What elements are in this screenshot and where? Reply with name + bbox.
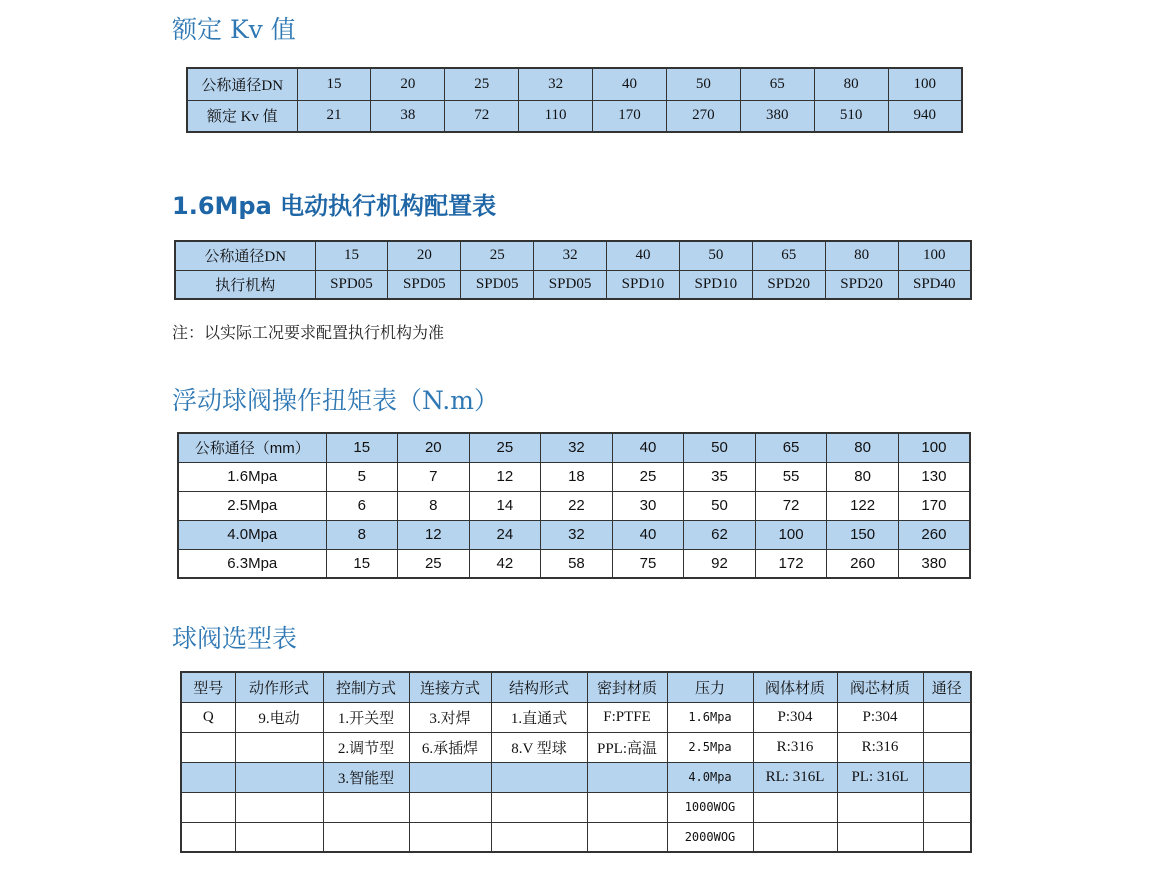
kv-header-row: [187, 68, 962, 100]
selection-cell: [181, 732, 235, 762]
selection-cell: PL: 316L: [837, 762, 923, 792]
selection-cell: [923, 762, 971, 792]
selection-row: [181, 762, 971, 792]
selection-cell: [753, 792, 837, 822]
kv-header-cell: 100: [888, 68, 962, 100]
actuator-cell: SPD10: [679, 270, 752, 299]
selection-cell: 6.承插焊: [409, 732, 491, 762]
torque-row: [178, 549, 970, 578]
selection-row: [181, 702, 971, 732]
selection-cell: [491, 792, 587, 822]
selection-cell: 1000WOG: [667, 792, 753, 822]
actuator-cell: 执行机构: [175, 270, 315, 299]
selection-cell: [323, 822, 409, 852]
selection-row: [181, 792, 971, 822]
kv-cell: 270: [666, 100, 740, 132]
kv-cell: 940: [888, 100, 962, 132]
selection-cell: 1.6Mpa: [667, 702, 753, 732]
kv-title: 额定 Kv 值: [172, 15, 296, 44]
kv-cell: 510: [814, 100, 888, 132]
torque-cell: 260: [827, 549, 899, 578]
kv-table: [186, 67, 963, 133]
selection-cell: [837, 792, 923, 822]
actuator-table: [174, 240, 972, 300]
torque-cell: 14: [469, 491, 541, 520]
torque-header-cell: 15: [326, 433, 398, 462]
torque-row: [178, 491, 970, 520]
torque-cell: 6: [326, 491, 398, 520]
selection-cell: [181, 792, 235, 822]
selection-cell: P:304: [753, 702, 837, 732]
torque-cell: 40: [612, 520, 684, 549]
selection-cell: [409, 762, 491, 792]
actuator-cell: SPD10: [607, 270, 680, 299]
selection-header-cell: 通径: [923, 672, 971, 702]
selection-row: [181, 822, 971, 852]
selection-cell: [409, 822, 491, 852]
torque-row: [178, 462, 970, 491]
actuator-title: 1.6Mpa 电动执行机构配置表: [172, 192, 497, 220]
actuator-cell: SPD05: [315, 270, 388, 299]
kv-header-cell: 25: [445, 68, 519, 100]
selection-cell: 2000WOG: [667, 822, 753, 852]
selection-cell: [837, 822, 923, 852]
kv-header-cell: 80: [814, 68, 888, 100]
selection-header-row: [181, 672, 971, 702]
kv-cell: 110: [519, 100, 593, 132]
kv-cell: 380: [740, 100, 814, 132]
torque-cell: 92: [684, 549, 756, 578]
kv-cell: 72: [445, 100, 519, 132]
selection-header-cell: 阀体材质: [753, 672, 837, 702]
torque-cell: 50: [684, 491, 756, 520]
actuator-cell: SPD20: [752, 270, 825, 299]
selection-cell: 3.对焊: [409, 702, 491, 732]
torque-cell: 172: [755, 549, 827, 578]
selection-cell: [587, 762, 667, 792]
torque-cell: 25: [398, 549, 470, 578]
torque-cell: 22: [541, 491, 613, 520]
kv-header-cell: 公称通径DN: [187, 68, 297, 100]
kv-cell: 21: [297, 100, 371, 132]
selection-cell: 2.调节型: [323, 732, 409, 762]
selection-cell: R:316: [837, 732, 923, 762]
selection-header-cell: 控制方式: [323, 672, 409, 702]
selection-cell: 1.直通式: [491, 702, 587, 732]
selection-cell: [181, 822, 235, 852]
torque-header-cell: 50: [684, 433, 756, 462]
selection-cell: 2.5Mpa: [667, 732, 753, 762]
selection-cell: [753, 822, 837, 852]
selection-header-cell: 连接方式: [409, 672, 491, 702]
torque-cell: 5: [326, 462, 398, 491]
actuator-cell: SPD05: [388, 270, 461, 299]
actuator-header-cell: 公称通径DN: [175, 241, 315, 270]
torque-cell: 58: [541, 549, 613, 578]
selection-cell: 8.V 型球: [491, 732, 587, 762]
selection-cell: [587, 822, 667, 852]
actuator-header-cell: 50: [679, 241, 752, 270]
selection-cell: F:PTFE: [587, 702, 667, 732]
selection-cell: 3.智能型: [323, 762, 409, 792]
actuator-header-cell: 25: [461, 241, 534, 270]
torque-cell: 4.0Mpa: [178, 520, 326, 549]
torque-cell: 55: [755, 462, 827, 491]
torque-cell: 18: [541, 462, 613, 491]
actuator-note: 注：以实际工况要求配置执行机构为准: [172, 323, 445, 342]
selection-cell: [491, 822, 587, 852]
selection-cell: PPL:高温: [587, 732, 667, 762]
torque-header-cell: 32: [541, 433, 613, 462]
actuator-header-cell: 40: [607, 241, 680, 270]
torque-cell: 12: [398, 520, 470, 549]
torque-header-cell: 65: [755, 433, 827, 462]
kv-cell: 额定 Kv 值: [187, 100, 297, 132]
torque-cell: 150: [827, 520, 899, 549]
kv-cell: 170: [593, 100, 667, 132]
selection-cell: R:316: [753, 732, 837, 762]
torque-cell: 122: [827, 491, 899, 520]
selection-table: [180, 671, 972, 853]
torque-header-cell: 25: [469, 433, 541, 462]
selection-row: [181, 732, 971, 762]
actuator-cell: SPD20: [825, 270, 898, 299]
torque-cell: 80: [827, 462, 899, 491]
torque-cell: 72: [755, 491, 827, 520]
torque-header-cell: 40: [612, 433, 684, 462]
selection-header-cell: 结构形式: [491, 672, 587, 702]
selection-cell: 9.电动: [235, 702, 323, 732]
actuator-header-cell: 100: [898, 241, 971, 270]
torque-header-cell: 100: [898, 433, 970, 462]
selection-cell: RL: 316L: [753, 762, 837, 792]
selection-cell: P:304: [837, 702, 923, 732]
selection-cell: [181, 762, 235, 792]
torque-cell: 6.3Mpa: [178, 549, 326, 578]
selection-cell: [323, 792, 409, 822]
torque-cell: 260: [898, 520, 970, 549]
torque-cell: 42: [469, 549, 541, 578]
torque-cell: 62: [684, 520, 756, 549]
selection-cell: [923, 702, 971, 732]
torque-cell: 380: [898, 549, 970, 578]
selection-cell: [235, 792, 323, 822]
torque-row: [178, 520, 970, 549]
torque-cell: 1.6Mpa: [178, 462, 326, 491]
actuator-header-cell: 20: [388, 241, 461, 270]
selection-header-cell: 密封材质: [587, 672, 667, 702]
torque-cell: 12: [469, 462, 541, 491]
selection-cell: [923, 732, 971, 762]
actuator-cell: SPD40: [898, 270, 971, 299]
torque-header-cell: 公称通径（mm）: [178, 433, 326, 462]
torque-cell: 2.5Mpa: [178, 491, 326, 520]
actuator-header-row: [175, 241, 971, 270]
torque-cell: 8: [398, 491, 470, 520]
actuator-cell: SPD05: [534, 270, 607, 299]
torque-cell: 25: [612, 462, 684, 491]
selection-cell: [235, 732, 323, 762]
selection-cell: 1.开关型: [323, 702, 409, 732]
actuator-header-cell: 15: [315, 241, 388, 270]
kv-header-cell: 15: [297, 68, 371, 100]
torque-cell: 8: [326, 520, 398, 549]
kv-row: [187, 100, 962, 132]
torque-cell: 15: [326, 549, 398, 578]
torque-table: [177, 432, 971, 579]
torque-cell: 130: [898, 462, 970, 491]
kv-header-cell: 40: [593, 68, 667, 100]
torque-cell: 75: [612, 549, 684, 578]
actuator-row: [175, 270, 971, 299]
kv-header-cell: 20: [371, 68, 445, 100]
kv-header-cell: 65: [740, 68, 814, 100]
torque-header-cell: 20: [398, 433, 470, 462]
torque-cell: 100: [755, 520, 827, 549]
selection-cell: [923, 792, 971, 822]
actuator-header-cell: 65: [752, 241, 825, 270]
actuator-cell: SPD05: [461, 270, 534, 299]
torque-cell: 7: [398, 462, 470, 491]
selection-header-cell: 压力: [667, 672, 753, 702]
torque-cell: 35: [684, 462, 756, 491]
selection-cell: [409, 792, 491, 822]
selection-cell: Q: [181, 702, 235, 732]
torque-header-row: [178, 433, 970, 462]
kv-header-cell: 32: [519, 68, 593, 100]
selection-cell: [587, 792, 667, 822]
selection-cell: [235, 762, 323, 792]
torque-cell: 170: [898, 491, 970, 520]
actuator-header-cell: 80: [825, 241, 898, 270]
selection-header-cell: 动作形式: [235, 672, 323, 702]
selection-cell: 4.0Mpa: [667, 762, 753, 792]
kv-cell: 38: [371, 100, 445, 132]
torque-cell: 32: [541, 520, 613, 549]
selection-cell: [235, 822, 323, 852]
actuator-header-cell: 32: [534, 241, 607, 270]
kv-header-cell: 50: [666, 68, 740, 100]
torque-header-cell: 80: [827, 433, 899, 462]
selection-header-cell: 型号: [181, 672, 235, 702]
selection-cell: [491, 762, 587, 792]
torque-cell: 24: [469, 520, 541, 549]
torque-cell: 30: [612, 491, 684, 520]
selection-title: 球阀选型表: [172, 624, 298, 653]
torque-title: 浮动球阀操作扭矩表（N.m）: [172, 386, 499, 415]
selection-cell: [923, 822, 971, 852]
selection-header-cell: 阀芯材质: [837, 672, 923, 702]
